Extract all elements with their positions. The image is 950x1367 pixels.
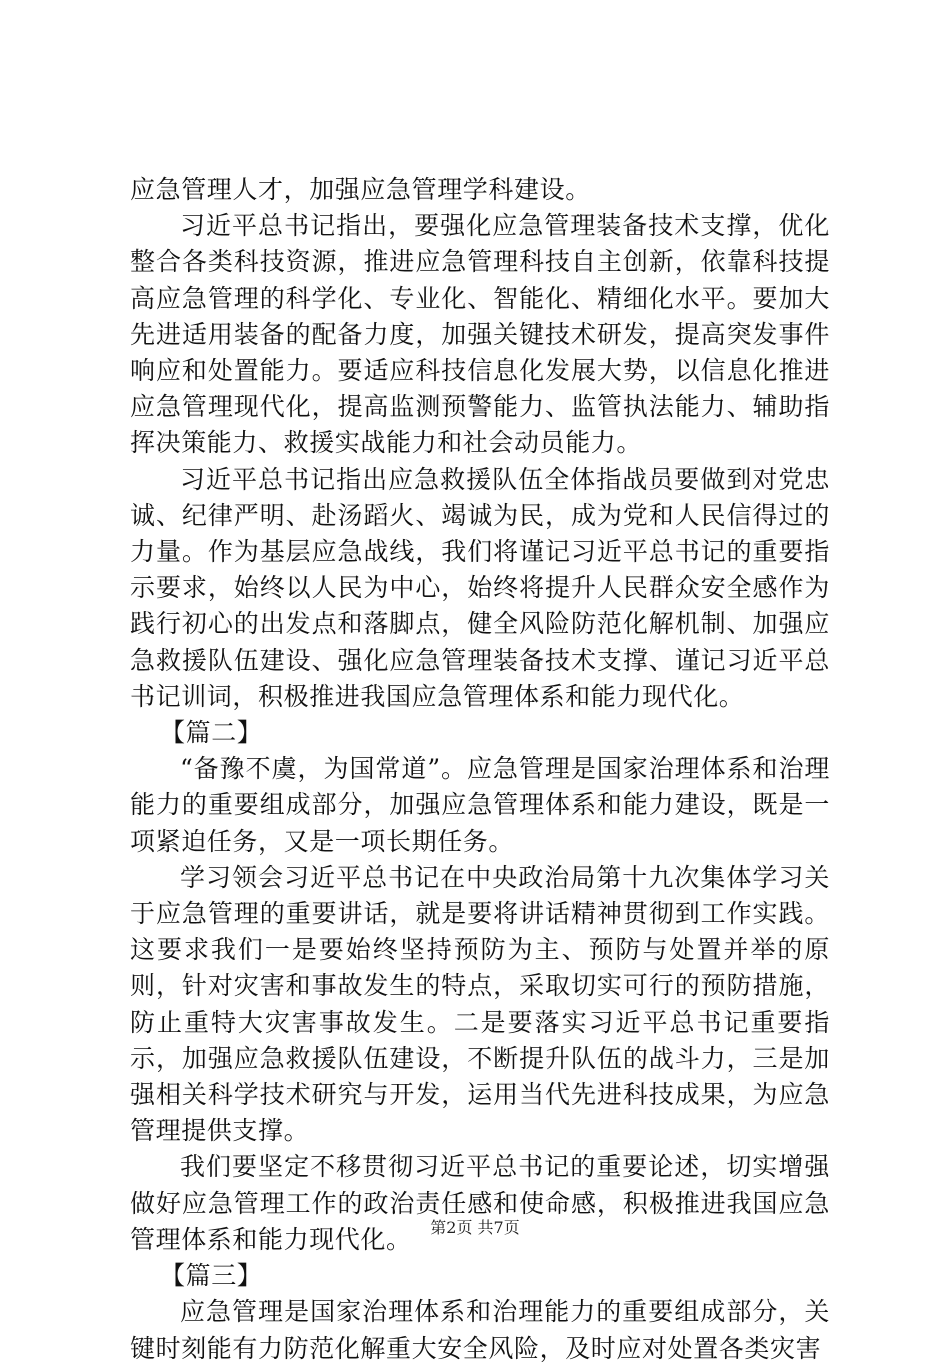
paragraph-continuation: 应急管理人才，加强应急管理学科建设。	[130, 175, 591, 204]
page-number-footer: 第2页 共7页	[430, 1218, 520, 1237]
paragraph: 习近平总书记指出，要强化应急管理装备技术支撑，优化整合各类科技资源，推进应急管理科技自主创新，依靠科技提高应急管理的科学化、专业化、智能化、精细化水平。要加大先进适用装备的配备力度，加强关键技术研发，提高突发事件响应和处置能力。要适应科技信息化发展大势，以信息化推进应急管理现代化，提高监测预警能力、监管执法能力、辅助指挥决策能力、救援实战能力和社会动员能力。	[130, 211, 830, 458]
paragraph: 学习领会习近平总书记在中央政治局第十九次集体学习关于应急管理的重要讲话，就是要将讲话精神贯彻到工作实践。这要求我们一是要始终坚持预防为主、预防与处置并举的原则，针对灾害和事故发生的特点，采取切实可行的预防措施，防止重特大灾害事故发生。二是要落实习近平总书记重要指示，加强应急救援队伍建设，不断提升队伍的战斗力，三是加强相关科学技术研究与开发，运用当代先进科技成果，为应急管理提供支撑。	[130, 862, 830, 1146]
document-body	[130, 172, 830, 1367]
paragraph: “备豫不虞，为国常道”。应急管理是国家治理体系和治理能力的重要组成部分，加强应急管理体系和能力建设，既是一项紧迫任务，又是一项长期任务。	[130, 754, 830, 856]
paragraph: 应急管理是国家治理体系和治理能力的重要组成部分，关键时刻能有力防范化解重大安全风险，及时应对处置各类灾害	[130, 1297, 830, 1363]
paragraph: 我们要坚定不移贯彻习近平总书记的重要论述，切实增强做好应急管理工作的政治责任感和使命感，积极推进我国应急管理体系和能力现代化。	[130, 1152, 830, 1254]
section-heading-3: 【篇三】	[160, 1261, 263, 1291]
paragraph: 习近平总书记指出应急救援队伍全体指战员要做到对党忠诚、纪律严明、赴汤蹈火、竭诚为民，成为党和人民信得过的力量。作为基层应急战线，我们将谨记习近平总书记的重要指示要求，始终以人民为中心，始终将提升人民群众安全感作为践行初心的出发点和落脚点，健全风险防范化解机制、加强应急救援队伍建设、强化应急管理装备技术支撑、谨记习近平总书记训词，积极推进我国应急管理体系和能力现代化。	[130, 464, 830, 711]
section-heading-2: 【篇二】	[160, 718, 263, 748]
